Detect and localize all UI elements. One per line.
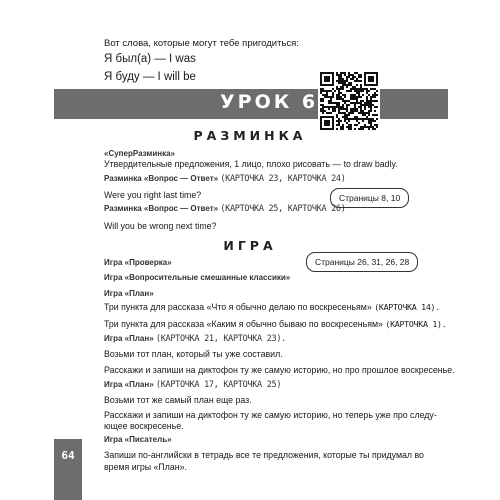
phrase-was: Я был(а) — I was	[104, 53, 196, 65]
qa1-cards: (КАРТОЧКА 23, КАРТОЧКА 24)	[220, 174, 346, 184]
plan2-cards: (КАРТОЧКА 21, КАРТОЧКА 23).	[155, 334, 286, 344]
plan3-label-text: Игра «План»	[104, 380, 154, 389]
plan2-text1: Возьми тот план, который ты уже составил.	[104, 349, 283, 359]
pages-note-game: Страницы 26, 31, 26, 28	[306, 252, 418, 272]
super-warmup-label: «СуперРазминка»	[104, 149, 175, 158]
writer-text-b: время игры «План».	[104, 462, 187, 472]
plan2-text2: Расскажи и запиши на диктофон ту же самую историю, но про прошлое воскресенье.	[104, 365, 455, 375]
qa1-label-text: Разминка «Вопрос — Ответ»	[104, 174, 219, 183]
qa2-label-text: Разминка «Вопрос — Ответ»	[104, 204, 219, 213]
lesson-title: УРОК 6	[220, 91, 319, 113]
super-warmup-text: Утвердительные предложения, 1 лицо, плохо рисовать — to draw badly.	[104, 159, 398, 169]
qa2-text: Will you be wrong next time?	[104, 221, 217, 231]
writer-text-a: Запиши по-английски в тетрадь все те предложения, которые ты придумал во	[104, 450, 424, 460]
plan-text2	[104, 319, 446, 329]
plan-card1: (КАРТОЧКА 14).	[374, 302, 440, 312]
pages-note-warmup: Страницы 8, 10	[330, 188, 409, 208]
plan-text1-body: Три пункта для рассказа «Что я обычно делаю по воскресеньям»	[104, 302, 372, 312]
qa2-label	[104, 204, 346, 214]
classics-label: Игра «Вопросительные смешанные классики»	[104, 273, 291, 282]
plan2-label	[104, 334, 286, 344]
page-number: 64	[61, 449, 75, 462]
plan3-text2b: ющее воскресенье.	[104, 421, 184, 431]
plan2-label-text: Игра «План»	[104, 334, 154, 343]
qr-code-icon[interactable]	[318, 70, 380, 132]
plan-label: Игра «План»	[104, 289, 154, 298]
qa1-text: Were you right last time?	[104, 190, 202, 200]
plan3-cards: (КАРТОЧКА 17, КАРТОЧКА 25)	[155, 380, 282, 390]
qa2-cards: (КАРТОЧКА 25, КАРТОЧКА 26)	[220, 204, 346, 214]
plan-text2-body: Три пункта для рассказа «Каким я обычно бываю по воскресеньям»	[104, 319, 383, 329]
phrase-will-be: Я буду — I will be	[104, 71, 196, 83]
writer-label: Игра «Писатель»	[104, 435, 172, 444]
qa1-label	[104, 174, 346, 184]
game-heading: ИГРА	[223, 238, 277, 253]
plan3-label	[104, 380, 281, 390]
plan3-text1: Возьми тот же самый план еще раз.	[104, 395, 252, 405]
plan3-text2a: Расскажи и запиши на диктофон ту же самую историю, но теперь уже про следу-	[104, 410, 437, 420]
warmup-heading: РАЗМИНКА	[193, 128, 307, 143]
plan-card2: (КАРТОЧКА 1).	[385, 319, 447, 329]
plan-text1	[104, 302, 440, 312]
check-label: Игра «Проверка»	[104, 258, 172, 267]
intro-sentence: Вот слова, которые могут тебе пригодиться:	[104, 38, 299, 49]
page-number-tab	[54, 439, 82, 500]
